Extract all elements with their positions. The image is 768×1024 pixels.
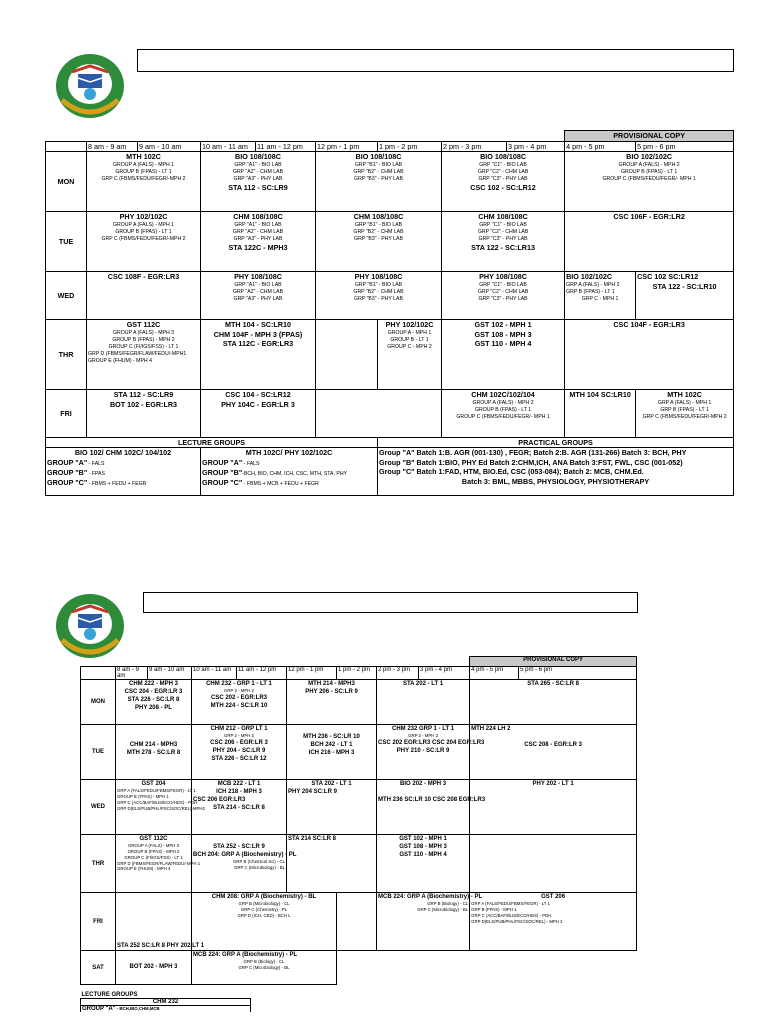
day-row-wed — [81, 780, 637, 835]
class-cell: STA 112 - SC:LR9 BOT 102 - EGR:LR3 — [87, 390, 201, 438]
class-cell: MTH 214 - MPH3 PHY 206 - SC:LR 9 — [287, 680, 377, 725]
lecture-group-2: MTH 102C/ PHY 102/102C GROUP "A" - FALS GROUP "B"-BCH, BIO, CHM, ICH, CSC, MTH, STA, PHY GROUP "C" - FBMS + MCB + FEDU + FEGR — [201, 448, 378, 496]
day-label: TUE — [81, 725, 116, 780]
time-slot: 10 am - 11 am — [201, 142, 256, 152]
class-cell: PHY 102/102C GROUP A (FALS) - MPH 1 GROUP B (FPAS) - LT 1 GRP C (FBMS/FEDU/FEGR/-MPH 2 — [87, 212, 201, 272]
class-cell: CHM 108/108C GRP "B1" - BIO LAB GRP "B2" - CHM LAB GRP "B3" - PHY LAB — [316, 212, 442, 272]
day-label: THR — [46, 320, 87, 390]
university-logo — [52, 50, 128, 122]
time-slot: 5 pm - 6 pm — [636, 142, 734, 152]
class-cell: CHM 108/108C GRP "A1" - BIO LAB GRP "A2" - CHM LAB GRP "A3" - PHY LAB STA 122C - MPH3 — [201, 212, 316, 272]
lecture-groups-title: LECTURE GROUPS — [81, 992, 138, 998]
class-cell: STA 252 SC:LR 8 PHY 202 LT 1 — [116, 893, 192, 951]
time-slot: 12 pm - 1 pm — [287, 667, 337, 680]
day-row-fri — [81, 893, 637, 951]
day-row-thr — [46, 320, 734, 390]
day-label: MON — [46, 152, 87, 212]
day-label: FRI — [81, 893, 116, 951]
time-header-row — [81, 667, 637, 680]
time-slot: 1 pm - 2 pm — [337, 667, 377, 680]
university-logo — [50, 590, 130, 662]
class-cell: CHM 208: GRP A (Biochemistry) - BL GRP B (Microbiology) - CL GRP C (Chemistry) - PL GRP D (ICH, CED) - BCH L — [192, 893, 337, 951]
class-cell: BIO 108/108C GRP "B1" - BIO LAB GRP "B2" - CHM LAB GRP "B3" - PHY LAB — [316, 152, 442, 212]
time-slot: 9 am - 10 am — [148, 667, 192, 680]
day-row-wed — [46, 272, 734, 320]
day-row-thr — [81, 835, 637, 893]
day-label: TUE — [46, 212, 87, 272]
time-slot: 9 am - 10 am — [138, 142, 201, 152]
class-cell: PHY 102/102C GROUP A - MPH 1 GROUP B - LT 1 GROUP C - MPH 2 — [378, 320, 442, 390]
time-slot: 2 pm - 3 pm — [377, 667, 419, 680]
class-cell: PHY 202 - LT 1 — [470, 780, 637, 835]
class-cell: CSC 102 SC:LR12 STA 122 - SC:LR10 — [636, 272, 734, 320]
lecture-groups-legend — [80, 992, 251, 1012]
lecture-groups-title: LECTURE GROUPS — [46, 438, 378, 448]
day-row-mon — [46, 152, 734, 212]
day-label: WED — [46, 272, 87, 320]
day-label: MON — [81, 680, 116, 725]
time-slot: 12 pm - 1 pm — [316, 142, 378, 152]
class-cell: CSC 104 - SC:LR12 PHY 104C - EGR:LR 3 — [201, 390, 316, 438]
day-label: THR — [81, 835, 116, 893]
class-cell: BIO 102/102C GROUP A (FALS) - MPH 2 GROUP B (FPAS) - LT 1 GROUP C (FBMS/FEDU/FEGR/- MPH 1 — [565, 152, 734, 212]
course-code: CHM 232 — [81, 999, 251, 1006]
day-label: SAT — [81, 951, 116, 985]
lecture-group-a: GROUP "A" - BCH,BIO,CHM,MCB — [81, 1006, 251, 1013]
class-cell: CHM 232 - GRP 1 - LT 1 GRP 2 - MPH 2 CSC 202 - EGR:LR3 MTH 224 - SC:LR 10 — [192, 680, 287, 725]
class-cell: CHM 102C/102/104 GROUP A (FALS) - MPH 2 GROUP B (FPAS) - LT 1 GROUP C (FBMS/FEDU/FEGR/- MPH 1 — [442, 390, 565, 438]
class-cell: GST 112C GROUP A (FALS) - MPH 3 GROUP B (FPAS) - MPH 2 GROUP C (FI/IGS/FSS) - LT 1 GRP D (FBMS/FEGR/FLAW/FEDU/-MPH 1 GROUP E (FHUM) - MPH 4 — [116, 835, 192, 893]
lecture-group-1: BIO 102/ CHM 102C/ 104/102 GROUP "A" - FALS GROUP "B" - FPAS GROUP "C" - FBMS + FEDU + FEGR — [46, 448, 201, 496]
class-cell: MTH 224 LH 2 CSC 208 - EGR:LR 3 — [470, 725, 637, 780]
timetable-200-level — [80, 656, 637, 985]
class-cell: STA 252 - SC:LR 9 BCH 204: GRP A (Biochemistry) - PL GRP B (Chemical Sci) - CL GRP C (Microbiology) - BL — [192, 835, 287, 893]
day-row-tue — [46, 212, 734, 272]
time-header-row — [46, 142, 734, 152]
day-row-mon — [81, 680, 637, 725]
time-slot: 3 pm - 4 pm — [419, 667, 470, 680]
practical-groups-title: PRACTICAL GROUPS — [378, 438, 734, 448]
day-label: WED — [81, 780, 116, 835]
day-row-tue — [81, 725, 637, 780]
class-cell: GST 112C GROUP A (FALS) - MPH 3 GROUP B (FPAS) - MPH 2 GROUP C (FI/IGS/FSS) - LT 1 GRP D (FBMS/FEGR/FLAW/FEDU/-MPH1 GROUP E (FHUM) - MPH 4 — [87, 320, 201, 390]
class-cell: CHM 108/108C GRP "C1" - BIO LAB GRP "C2" - CHM LAB GRP "C3" - PHY LAB STA 122 - SC:LR13 — [442, 212, 565, 272]
class-cell: BOT 202 - MPH 3 — [116, 951, 192, 985]
class-cell: GST 206 GRP A (FALS/FEDU/FBMS/FEGR) - LT 1 GRP B (FPAS) - MPH 1 GRP C (ACC/BAF/BUS/ECO/HDS) - PDH GRP D(ELS/PUB/PHL/PSC/SOC/REL) - MPH 2 — [470, 893, 637, 951]
title-bar — [137, 49, 734, 72]
class-cell: BIO 102/102C GRP A (FALS) - MPH 2 GRP B (FPAS) - LT 1 GRP C - MPH 1 — [565, 272, 636, 320]
title-bar — [143, 592, 638, 613]
legend-body-row — [46, 448, 734, 496]
class-cell: STA 265 - SC:LR 8 — [470, 680, 637, 725]
class-cell: MTH 104 SC:LR10 — [565, 390, 636, 438]
class-cell: GST 102 - MPH 1 GST 108 - MPH 3 GST 110 - MPH 4 — [377, 835, 470, 893]
practical-groups: Group "A" Batch 1:B. AGR (001-130) , FEGR; Batch 2:B. AGR (131-266) Batch 3: BCH, PHY Group "B" Batch 1:BIO, PHY Ed Batch 2:CHM,ICH, ANA Batch 3:FST, FWL, CSC (001-052) Group "C" Batch 1:FAD, HTM, BIO.Ed, CSC (053-084); Batch 2: MCB, CHM.Ed. Batch 3: BML, MBBS, PHYSIOLOGY, PHYSIOTHERAPY — [378, 448, 734, 496]
time-slot: 11 am - 12 pm — [237, 667, 287, 680]
class-cell: CHM 212 - GRP LT 1 GRP 2 - MPH 2 CSC 206 - EGR:LR 3 PHY 204 - SC:LR 9 STA 226 - SC:LR 12 — [192, 725, 287, 780]
class-cell: MTH 104 - SC:LR10 CHM 104F - MPH 3 (FPAS) STA 112C - EGR:LR3 — [201, 320, 316, 390]
timetable-100-level — [45, 130, 734, 496]
class-cell: GST 102 - MPH 1 GST 108 - MPH 3 GST 110 - MPH 4 — [442, 320, 565, 390]
class-cell: BIO 108/108C GRP "A1" - BIO LAB GRP "A2" - CHM LAB GRP "A3" - PHY LAB STA 112 - SC:LR9 — [201, 152, 316, 212]
class-cell: CHM 214 - MPH3 MTH 278 - SC:LR 8 — [116, 725, 192, 780]
class-cell: BIO 108/108C GRP "C1" - BIO LAB GRP "C2" - CHM LAB GRP "C3" - PHY LAB CSC 102 - SC:LR12 — [442, 152, 565, 212]
time-slot: 4 pm - 5 pm — [470, 667, 519, 680]
time-slot: 4 pm - 5 pm — [565, 142, 636, 152]
time-slot: 8 am - 9 am — [116, 667, 148, 680]
class-cell: CSC 106F - EGR:LR2 — [565, 212, 734, 272]
class-cell: PHY 108/108C GRP "B1" - BIO LAB GRP "B2" - CHM LAB GRP "B3" - PHY LAB — [316, 272, 442, 320]
time-slot: 10 am - 11 am — [192, 667, 237, 680]
class-cell: MTH 236 - SC:LR 10 BCH 242 - LT 1 ICH 216 - MPH 3 — [287, 725, 377, 780]
time-slot: 3 pm - 4 pm — [507, 142, 565, 152]
class-cell: PHY 108/108C GRP "C1" - BIO LAB GRP "C2" - CHM LAB GRP "C3" - PHY LAB — [442, 272, 565, 320]
provisional-copy-label: PROVISIONAL COPY — [565, 131, 734, 142]
class-cell: STA 214 SC:LR 8 — [287, 835, 377, 893]
time-slot: 1 pm - 2 pm — [378, 142, 442, 152]
class-cell: CHM 222 - MPH 3 CSC 204 - EGR:LR 3 STA 226 - SC:LR 8 PHY 208 - PL — [116, 680, 192, 725]
class-cell: STA 202 - LT 1 PHY 204 SC:LR 9 — [287, 780, 377, 835]
time-slot: 8 am - 9 am — [87, 142, 138, 152]
day-row-fri — [46, 390, 734, 438]
class-cell: BIO 202 - MPH 3 MTH 236 SC:LR 10 CSC 208 EGR:LR3 — [377, 780, 470, 835]
class-cell: CHM 232 GRP 1 - LT 1 GRP 2 - MPH 2 CSC 202 EGR:LR3 CSC 204 EGR:LR3 PHY 210 - SC:LR 9 — [377, 725, 470, 780]
class-cell: MCB 224: GRP A (Biochemistry) - PL GRP B (Biology) - CL GRP C (Microbiology) - BL — [377, 893, 470, 951]
time-slot: 2 pm - 3 pm — [442, 142, 507, 152]
class-cell: CSC 108F - EGR:LR3 — [87, 272, 201, 320]
class-cell: MCB 222 - LT 1 ICH 218 - MPH 3 CSC 206 EGR:LR3 STA 214 - SC:LR 8 — [192, 780, 287, 835]
legend-header-row — [46, 438, 734, 448]
provisional-copy-label: PROVISIONAL COPY — [470, 657, 637, 667]
class-cell: MTH 102C GROUP A (FALS) - MPH 1 GROUP B (FPAS) - LT 1 GRP C (FBMS/FEDU/FEGR/-MPH 2 — [87, 152, 201, 212]
class-cell: MCB 224: GRP A (Biochemistry) - PL GRP B (Biology) - CL GRP C (Microbiology) - BL — [192, 951, 337, 985]
class-cell: CSC 104F - EGR:LR3 — [565, 320, 734, 390]
day-row-sat — [81, 951, 637, 985]
class-cell: STA 202 - LT 1 — [377, 680, 470, 725]
class-cell: MTH 102C GRP A (FALS) - MPH 1 GRP B (FPAS) - LT 1 GRP C (FBMS/FEDU/FEGR/-MPH 2 — [636, 390, 734, 438]
time-slot: 11 am - 12 pm — [256, 142, 316, 152]
time-slot: 5 pm - 6 pm — [519, 667, 637, 680]
class-cell: PHY 108/108C GRP "A1" - BIO LAB GRP "A2" - CHM LAB GRP "A3" - PHY LAB — [201, 272, 316, 320]
day-label: FRI — [46, 390, 87, 438]
class-cell: GST 204 GRP A (FALS/FEDU/FBMS/FEGR) - LT 1 GROUP B (FPAS) - MPH 1 GRP C (ACC/BAF/BUS/ECO/HDS) - PDH GRP D(ELS/PUB/PHL/PSC/SOC/REL)-MPH2 — [116, 780, 192, 835]
